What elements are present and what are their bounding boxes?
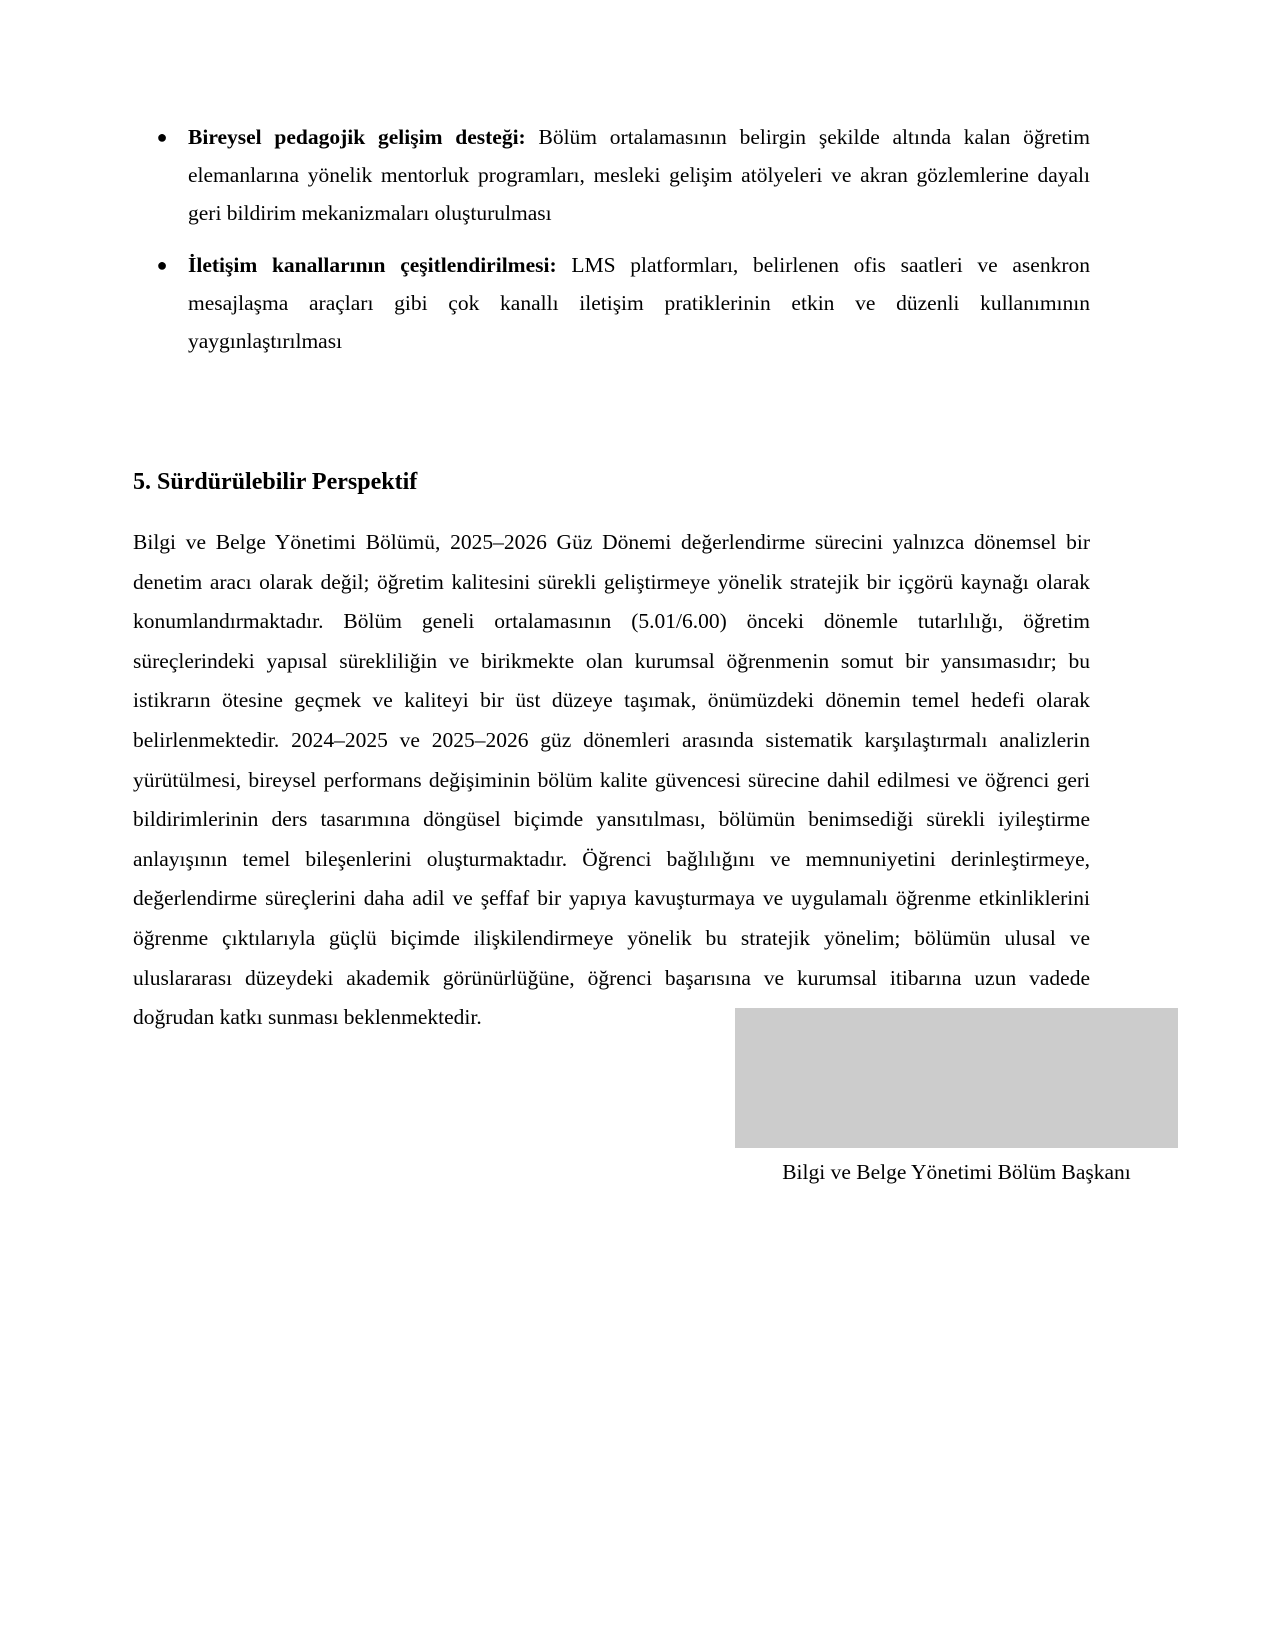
bullet-marker-icon: ● — [156, 127, 168, 147]
signature-block — [735, 1008, 1178, 1187]
bullet-marker-icon: ● — [156, 255, 168, 275]
document-content — [133, 118, 1090, 1038]
bullet-body-text: LMS platformları, belirlenen ofis saatleri ve asenkron mesajlaşma araçları gibi çok kanallı iletişim pratiklerinin etkin ve düzenli kullanımının yaygınlaştırılması — [188, 253, 1090, 353]
list-item — [133, 118, 1090, 232]
bullet-lead-label: Bireysel pedagojik gelişim desteği: — [188, 125, 526, 149]
signature-caption: Bilgi ve Belge Yönetimi Bölüm Başkanı — [782, 1160, 1131, 1184]
bullet-lead-label: İletişim kanallarının çeşitlendirilmesi: — [188, 253, 557, 277]
section-block — [133, 465, 1090, 1038]
list-item — [133, 246, 1090, 360]
bullet-body-text: Bölüm ortalamasının belirgin şekilde altında kalan öğretim elemanlarına yönelik mentorluk programları, mesleki gelişim atölyeleri ve akran gözlemlerine dayalı geri bildirim mekanizmaları oluşturulması — [188, 125, 1090, 225]
signature-redaction-box — [735, 1008, 1178, 1148]
section-paragraph: Bilgi ve Belge Yönetimi Bölümü, 2025–2026 Güz Dönemi değerlendirme sürecini yalnızca dönemsel bir denetim aracı olarak değil; öğretim kalitesini sürekli geliştirmeye yönelik stratejik bir içgörü kaynağı olarak konumlandırmaktadır. Bölüm geneli ortalamasının (5.01/6.00) önceki dönemle tutarlılığı, öğretim süreçlerindeki yapısal sürekliliğin ve birikmekte olan kurumsal öğrenmenin somut bir yansımasıdır; bu istikrarın ötesine geçmek ve kaliteyi bir üst düzeye taşımak, önümüzdeki dönemin temel hedefi olarak belirlenmektedir. 2024–2025 ve 2025–2026 güz dönemleri arasında sistematik karşılaştırmalı analizlerin yürütülmesi, bireysel performans değişiminin bölüm kalite güvencesi sürecine dahil edilmesi ve öğrenci geri bildirimlerinin ders tasarımına döngüsel biçimde yansıtılması, bölümün benimsediği sürekli iyileştirme anlayışının temel bileşenlerini oluşturmaktadır. Öğrenci bağlılığını ve memnuniyetini derinleştirmeye, değerlendirme süreçlerini daha adil ve şeffaf bir yapıya kavuşturmaya ve uygulamalı öğrenme etkinliklerini öğrenme çıktılarıyla güçlü biçimde ilişkilendirmeye yönelik bu stratejik yönelim; bölümün ulusal ve uluslararası düzeydeki akademik görünürlüğüne, öğrenci başarısına ve kurumsal itibarına uzun vadede doğrudan katkı sunması beklenmektedir. — [133, 530, 1090, 1030]
recommendation-bullet-list — [133, 118, 1090, 360]
section-heading: 5. Sürdürülebilir Perspektif — [133, 469, 418, 495]
